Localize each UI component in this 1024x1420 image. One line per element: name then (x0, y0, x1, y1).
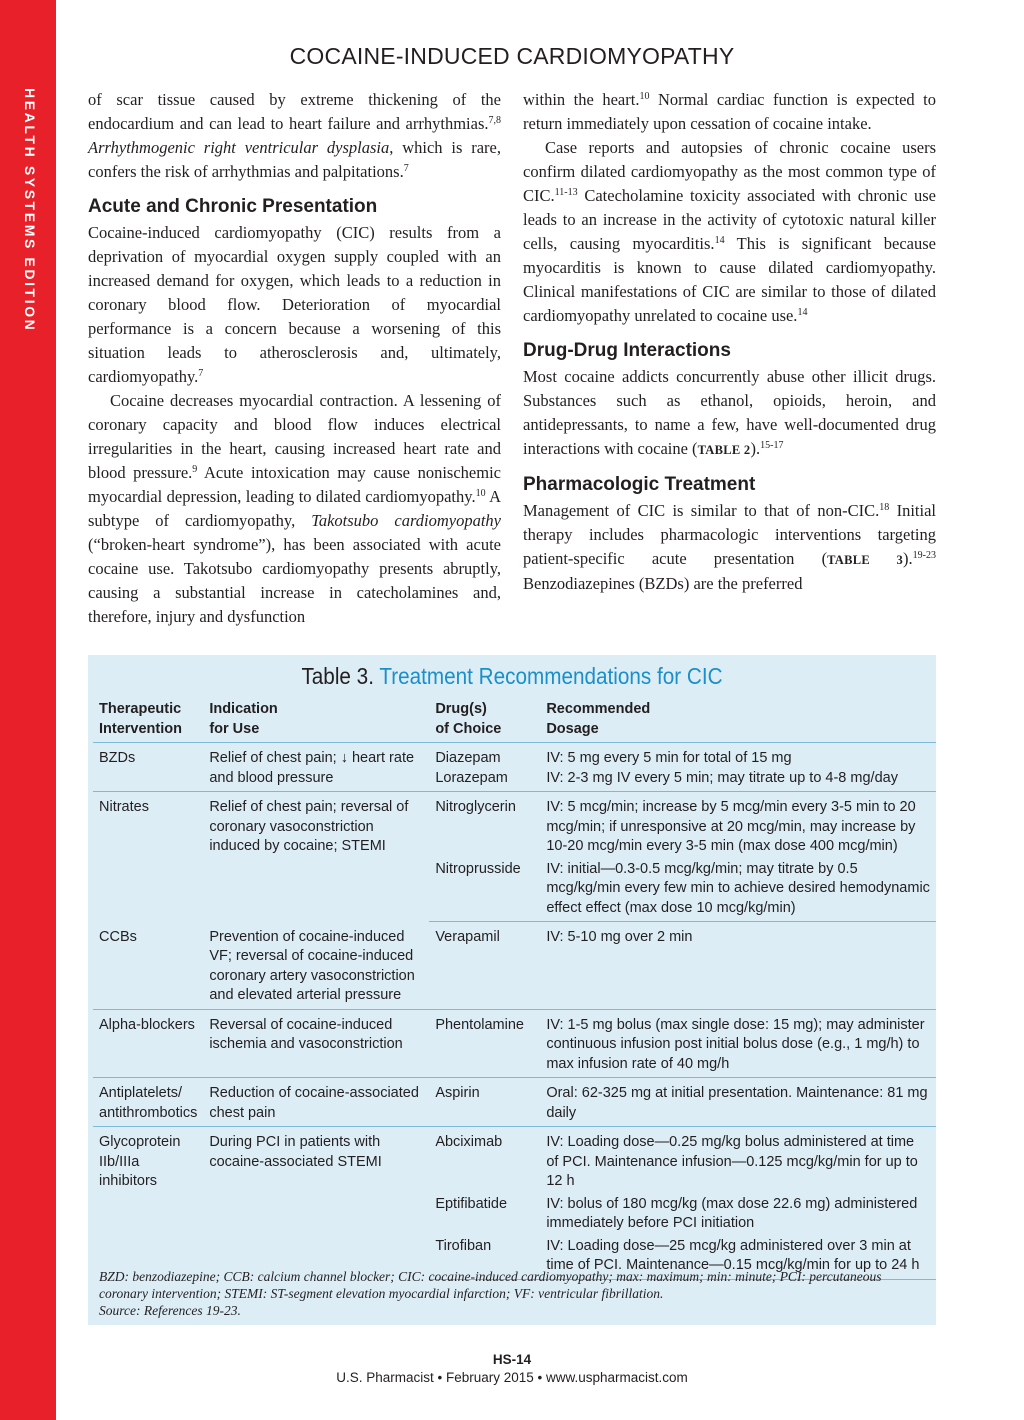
cell-dosage: IV: initial—0.3-0.5 mcg/kg/min; may titrate by 0.5 mcg/kg/min every few min to achieve desired hemodynamic effect effect (max dose 10 mcg/kg/min) (540, 860, 936, 922)
cell-drug: Diazepam Lorazepam (429, 743, 540, 792)
cell-drug: Abciximab (435, 1134, 503, 1150)
table-row (93, 792, 936, 860)
paragraph: Cocaine-induced cardiomyopathy (CIC) results from a deprivation of myocardial oxygen supply coupled with an increased demand for oxygen, which leads to a reduction in coronary blood flow. Deterioration of myocardial performance is a concern because a worsening of this situation leads to atherosclerosis and, ultimately, cardiomyopathy.$^7$ (88, 223, 501, 386)
sidebar-band (0, 0, 56, 1420)
footnote-source: Source: References 19-23. (99, 1303, 241, 1318)
left-column (88, 88, 501, 629)
cell-intervention: Nitrates (99, 799, 149, 815)
cell-drug: Tirofiban (429, 1237, 540, 1280)
cell-intervention: CCBs (93, 922, 203, 1010)
section-heading: Pharmacologic Treatment (523, 474, 756, 495)
cell-dosage: IV: bolus of 180 mcg/kg (max dose 22.6 mg) administered immediately before PCI initiation (546, 1195, 918, 1231)
cell-intervention: Antiplatelets/ antithrombotics (93, 1078, 203, 1127)
cell-dosage: Oral: 62-325 mg at initial presentation. Maintenance: 81 mg daily (540, 1078, 936, 1127)
cell-dosage: IV: 5 mcg/min; increase by 5 mcg/min every 3-5 min to 20 mcg/min; if unresponsive at 20 mcg/min, may increase by 10-20 mcg/min every 3-5 min (max dose 400 mcg/min) (546, 799, 916, 854)
section-heading: Acute and Chronic Presentation (88, 196, 378, 217)
cell-indication: Relief of chest pain; ↓ heart rate and blood pressure (203, 743, 429, 792)
cell-dosage: IV: Loading dose—0.25 mg/kg bolus administered at time of PCI. Maintenance infusion—0.125 mcg/kg/min for up to 12 h (546, 1134, 918, 1189)
right-column (523, 88, 936, 596)
citation-ref: 10 (639, 91, 650, 102)
header-indication: Indication for Use (203, 699, 429, 743)
paragraph: within the heart.$^{10}$ Normal cardiac function is expected to return immediately upon cessation of cocaine intake. (523, 90, 936, 133)
cell-drug: Verapamil (429, 922, 540, 1010)
cell-intervention: Alpha-blockers (93, 1009, 203, 1078)
table-row (93, 1009, 936, 1078)
footer-citation: U.S. Pharmacist • February 2015 • www.uspharmacist.com (336, 1370, 688, 1385)
cell-indication: Relief of chest pain; reversal of coronary vasoconstriction induced by cocaine; STEMI (209, 799, 409, 854)
header-intervention: Therapeutic Intervention (93, 699, 203, 743)
cell-indication: Prevention of cocaine-induced VF; reversal of cocaine-induced coronary artery vasoconstriction and elevated arterial pressure (203, 922, 429, 1010)
cell-intervention: Glycoprotein IIb/IIIa inhibitors (99, 1134, 181, 1189)
citation-ref: 14 (797, 307, 808, 318)
emphasis: Takotsubo cardiomyopathy (311, 511, 501, 530)
citation-ref: 9 (192, 464, 198, 475)
running-title: COCAINE-INDUCED CARDIOMYOPATHY (289, 43, 735, 69)
treatment-table (93, 699, 936, 1280)
citation-ref: 7 (403, 163, 409, 174)
citation-ref: 7,8 (488, 115, 501, 126)
citation-ref: 18 (879, 502, 890, 513)
citation-ref: 15-17 (760, 440, 784, 451)
cell-dosage: IV: Loading dose—25 mcg/kg administered over 3 min at time of PCI. Maintenance—0.15 mcg/kg/min for up to 24 h (540, 1237, 936, 1280)
paragraph: of scar tissue caused by extreme thickening of the endocardium and can lead to heart failure and arrhythmias.$^{7,8}$ Arrhythmogenic right ventricular dysplasia, which is rare, confers the risk of arrhythmias and palpitations.$^7$ (88, 90, 502, 181)
paragraph: Most cocaine addicts concurrently abuse other illicit drugs. Substances such as ethanol, opioids, heroin, and antidepressants, to name a few, have well-documented drug interactions with cocaine (TABLE 2).$^{15-17}$ (523, 367, 936, 458)
table-row (93, 743, 936, 792)
cell-drug: Phentolamine (429, 1009, 540, 1078)
footnote-abbreviations: BZD: benzodiazepine; CCB: calcium channel blocker; CIC: cocaine-induced cardiomyopathy; max: maximum; min: minute; PCI: percutaneous coronary intervention; STEMI: ST-segment elevation myocardial infarction; VF: ventricular fibrillation. (99, 1269, 882, 1301)
sidebar-label: HEALTH SYSTEMS EDITION (22, 88, 38, 333)
cell-indication: Reversal of cocaine-induced ischemia and vasoconstriction (203, 1009, 429, 1078)
citation-ref: 14 (714, 235, 725, 246)
page-number: HS-14 (492, 1352, 532, 1367)
citation-ref: 7 (198, 368, 204, 379)
header-dosage: Recommended Dosage (540, 699, 936, 743)
cell-indication: During PCI in patients with cocaine-associated STEMI (209, 1134, 382, 1170)
cell-indication: Reduction of cocaine-associated chest pain (203, 1078, 429, 1127)
cell-dosage: IV: 1-5 mg bolus (max single dose: 15 mg); may administer continuous infusion post initial bolus dose (e.g., 1 mg/h) to max infusion rate of 40 mg/h (540, 1009, 936, 1078)
table-row (93, 1127, 936, 1195)
table-reference: TABLE 2 (697, 443, 751, 457)
table-reference: TABLE 3 (827, 553, 904, 567)
citation-ref: 10 (475, 488, 486, 499)
cell-drug: Eptifibatide (435, 1195, 508, 1212)
citation-ref: 11-13 (554, 187, 578, 198)
cell-dosage: IV: 5-10 mg over 2 min (540, 922, 936, 1010)
citation-ref: 19-23 (912, 550, 936, 561)
table-title: Table 3. Treatment Recommendations for CIC (301, 663, 723, 689)
table-row (93, 922, 936, 1010)
cell-dosage: IV: 5 mg every 5 min for total of 15 mg IV: 2-3 mg IV every 5 min; may titrate up to 4-8 mg/day (540, 743, 936, 792)
paragraph: Cocaine decreases myocardial contraction. A lessening of coronary capacity and blood flow induces electrical irregularities in the heart, causing increased heart rate and blood pressure.$^9$ Acute intoxication may cause nonischemic myocardial depression, leading to dilated cardiomyopathy.$^{10}$ A subtype of cardiomyopathy, Takotsubo cardiomyopathy (“broken-heart syndrome”), has been associated with acute cocaine use. Takotsubo cardiomyopathy presents abruptly, causing a substantial increase in catecholamines and, therefore, injury and dysfunction (88, 391, 502, 626)
paragraph: Management of CIC is similar to that of non-CIC.$^{18}$ Initial therapy includes pharmacologic interventions targeting patient-specific acute presentation (TABLE 3).$^{19-23}$ Benzodiazepines (BZDs) are the preferred (523, 501, 936, 593)
table-row (93, 1078, 936, 1127)
header-drug: Drug(s) of Choice (429, 699, 540, 743)
emphasis: Arrhythmogenic right ventricular dysplasia (88, 138, 390, 157)
paragraph: Case reports and autopsies of chronic cocaine users confirm dilated cardiomyopathy as the most common type of CIC.$^{11-13}$ Catecholamine toxicity associated with chronic use leads to an increase in the activity of cytotoxic natural killer cells, causing myocarditis.$^{14}$ This is significant because myocarditis is known to cause dilated cardiomyopathy. Clinical manifestations of CIC are similar to those of dilated cardiomyopathy unrelated to cocaine use.$^{14}$ (523, 138, 936, 325)
cell-drug: Nitroprusside (429, 860, 540, 922)
cell-drug: Aspirin (429, 1078, 540, 1127)
cell-drug: Nitroglycerin (435, 799, 516, 815)
table-header-row (93, 699, 936, 743)
cell-intervention: BZDs (93, 743, 203, 792)
treatment-table-box (88, 655, 936, 1325)
table-footnote (99, 1268, 925, 1319)
section-heading: Drug-Drug Interactions (523, 340, 731, 361)
